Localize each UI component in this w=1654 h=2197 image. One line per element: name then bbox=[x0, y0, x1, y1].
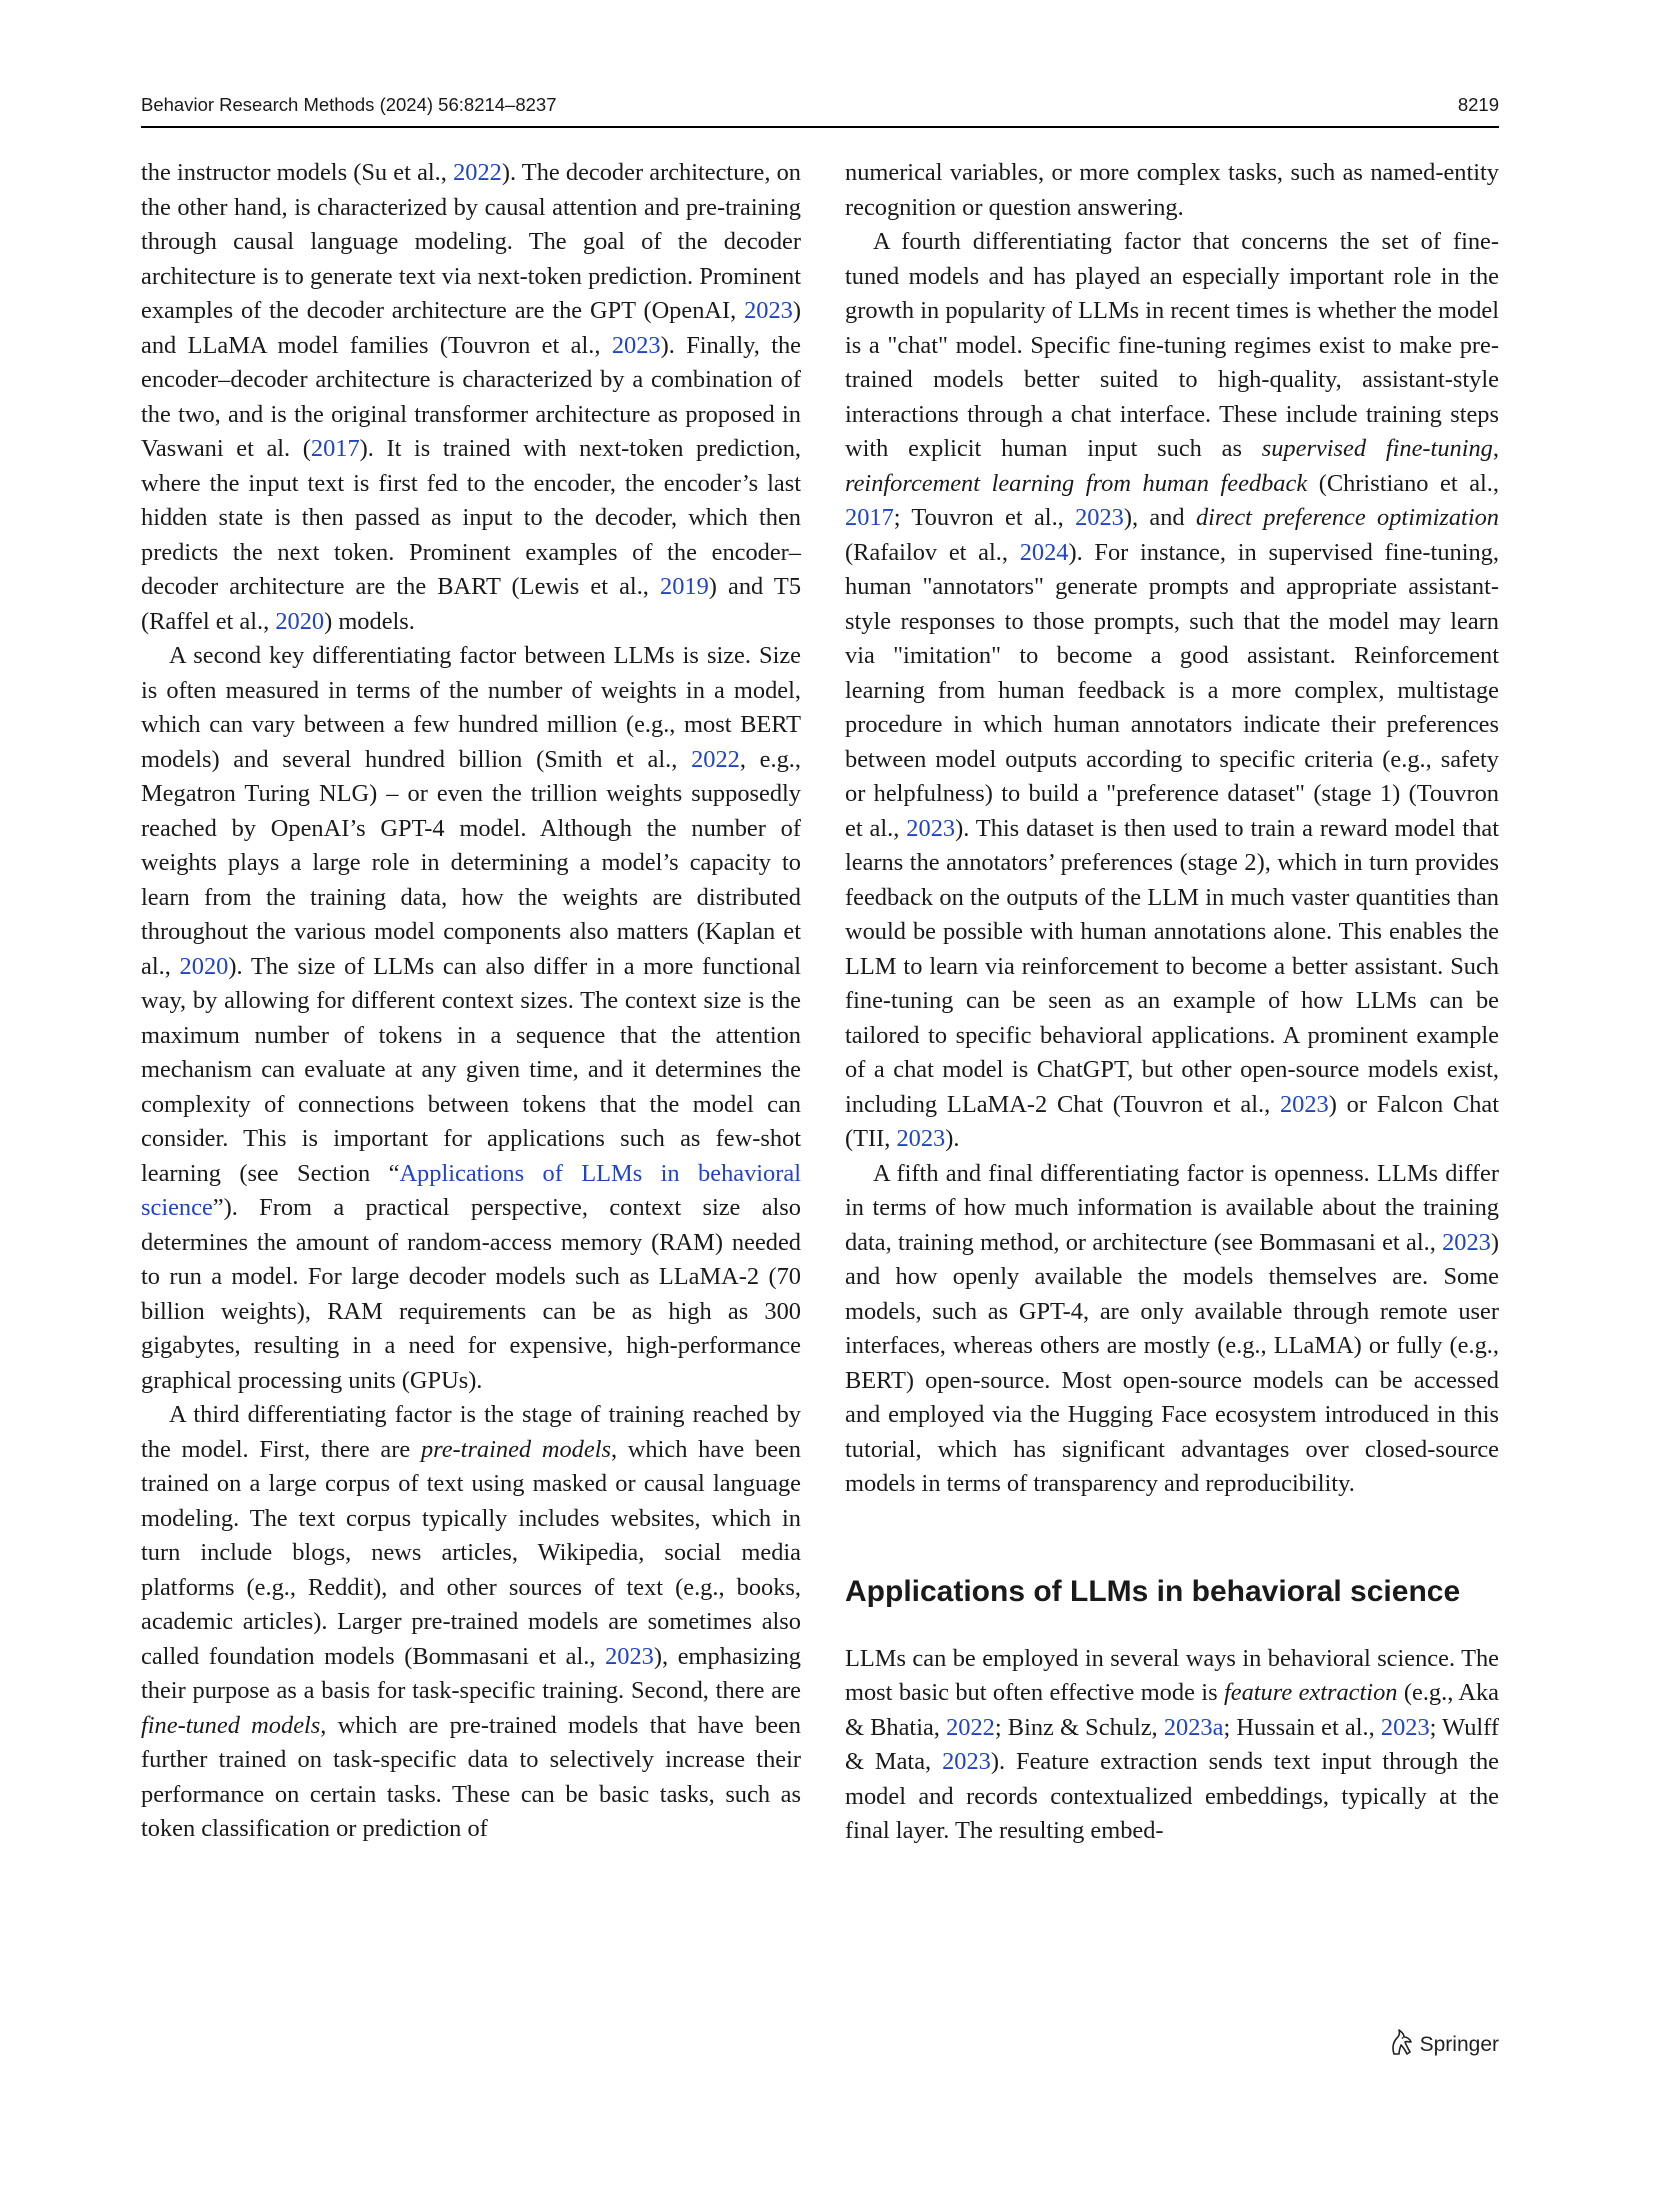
header-rule bbox=[141, 126, 1499, 128]
text: ) and LLaMA model families (Touvron et al., bbox=[141, 297, 801, 359]
text: ). Feature extraction sends text input through the model and records contextualized embeddings, typically at the final layer. The resulting embed- bbox=[845, 1748, 1499, 1844]
citation-link[interactable]: 2023 bbox=[611, 331, 661, 359]
citation-link[interactable]: 2017 bbox=[310, 435, 360, 462]
text: (e.g., Aka & Bhatia, bbox=[845, 1679, 1500, 1741]
text: ). The decoder architecture, on the other hand, is characterized by causal attention and pre-training through causal language modeling. The goal of the decoder architecture is to generate text via next-token prediction. Prominent examples of the decoder architecture are the GPT (OpenAI, bbox=[141, 159, 802, 324]
text: (Christiano et al., bbox=[1307, 469, 1499, 497]
citation-link[interactable]: 2023 bbox=[744, 297, 793, 324]
italic-term: fine-tuned models bbox=[141, 1711, 321, 1739]
citation-link[interactable]: 2023 bbox=[1075, 504, 1124, 531]
text: ) or Falcon Chat (TII, bbox=[845, 1090, 1499, 1152]
paragraph-openness bbox=[845, 1157, 1499, 1502]
text: ; Hussain et al., bbox=[1223, 1713, 1381, 1741]
citation-link[interactable]: 2022 bbox=[946, 1713, 995, 1741]
paragraph-architecture bbox=[141, 156, 801, 639]
right-column bbox=[845, 156, 1499, 1849]
text: ). For instance, in supervised fine-tuning, human "annotators" generate prompts and appropriate assistant-style responses to those prompts, such that the model may learn via "imitation" to become a good assistant. Reinforcement learning from human feedback is a more complex, multistage procedure in which human annotators indicate their preferences between model outputs according to specific criteria (e.g., safety or helpfulness) to build a "preference dataset" (stage 1) (Touvron et al., bbox=[845, 538, 1499, 842]
citation-link[interactable]: 2019 bbox=[660, 573, 709, 600]
section-link[interactable]: Applications of LLMs in behavioral science bbox=[141, 1159, 801, 1221]
text: ; Wulff & Mata, bbox=[845, 1713, 1499, 1775]
text: A fifth and final differentiating factor is openness. LLMs differ in terms of how much information is available about the training data, training method, or architecture (see Bommasani et al., bbox=[845, 1159, 1499, 1256]
paragraph-applications bbox=[845, 1642, 1499, 1849]
text: LLMs can be employed in several ways in behavioral science. The most basic but often effective mode is bbox=[845, 1644, 1499, 1706]
text: , which have been trained on a large corpus of text using masked or causal language modeling. The text corpus typically includes websites, which in turn include blogs, news articles, Wikipedia, social media platforms (e.g., Reddit), and other sources of text (e.g., books, academic articles). Larger pre-trained models are sometimes also called foundation models (Bommasani et al., bbox=[141, 1435, 801, 1670]
text: ; Touvron et al., bbox=[893, 504, 1076, 531]
text: ), and bbox=[1123, 504, 1196, 531]
citation-link[interactable]: 2023 bbox=[1380, 1713, 1430, 1741]
text: (Rafailov et al., bbox=[845, 538, 1020, 566]
citation-link[interactable]: 2023 bbox=[906, 814, 956, 842]
text: ). The size of LLMs can also differ in a more functional way, by allowing for different context sizes. The context size is the maximum number of tokens in a sequence that the attention mechanism can evaluate at any given time, and it determines the complexity of connections between tokens that the model can consider. This is important for applications such as few-shot learning (see Section “ bbox=[141, 952, 801, 1187]
citation-link[interactable]: 2023 bbox=[1279, 1090, 1329, 1118]
page-number: 8219 bbox=[1457, 94, 1499, 115]
springer-horse-icon bbox=[1388, 2028, 1420, 2062]
section-heading: Applications of LLMs in behavioral science bbox=[845, 1574, 1461, 1608]
citation-link[interactable]: 2023 bbox=[605, 1642, 654, 1670]
text: , e.g., Megatron Turing NLG) – or even the trillion weights supposedly reached by OpenAI’s GPT-4 model. Although the number of weights plays a large role in determining a model’s capacity to learn from the training data, how the weights are distributed throughout the various model components also matters (Kaplan et al., bbox=[141, 745, 801, 980]
italic-term: feature extraction bbox=[1223, 1679, 1398, 1706]
text: ), emphasizing their purpose as a basis for task-specific training. Second, there are bbox=[141, 1642, 801, 1704]
text: ) and how openly available the models themselves are. Some models, such as GPT-4, are only available through remote user interfaces, whereas others are mostly (e.g., LLaMA) or fully (e.g., BERT) open-source. Most open-source models can be accessed and employed via the Hugging Face ecosystem introduced in this tutorial, which has significant advantages over closed-source models in terms of transparency and reproducibility. bbox=[845, 1228, 1499, 1497]
paragraph-training-stage bbox=[141, 1398, 801, 1847]
left-column bbox=[141, 156, 801, 1847]
text: A fourth differentiating factor that concerns the set of fine-tuned models and has played an especially important role in the growth in popularity of LLMs in recent times is whether the model is a "chat" model. Specific fine-tuning regimes exist to make pre-trained models better suited to high-quality, assistant-style interactions through a chat interface. These include training steps with explicit human input such as bbox=[845, 228, 1499, 462]
paragraph-continuation bbox=[845, 156, 1499, 225]
text: ) models. bbox=[324, 607, 415, 635]
paragraph-chat-models bbox=[845, 225, 1499, 1157]
text: ). bbox=[945, 1125, 960, 1152]
text: , bbox=[1492, 435, 1499, 462]
paragraph-size bbox=[141, 639, 801, 1398]
italic-term: reinforcement learning from human feedback bbox=[845, 469, 1308, 497]
italic-term: direct preference optimization bbox=[1195, 504, 1499, 531]
journal-citation: Behavior Research Methods (2024) 56:8214–8237 bbox=[141, 94, 557, 115]
text: the instructor models (Su et al., bbox=[141, 159, 454, 186]
citation-link[interactable]: 2023a bbox=[1163, 1713, 1224, 1741]
citation-link[interactable]: 2023 bbox=[942, 1748, 991, 1775]
text: ) and T5 (Raffel et al., bbox=[141, 573, 802, 635]
text: numerical variables, or more complex tasks, such as named-entity recognition or question answering. bbox=[845, 159, 1499, 221]
text: ”). From a practical perspective, context size also determines the amount of random-access memory (RAM) needed to run a model. For large decoder models such as LLaMA-2 (70 billion weights), RAM requirements can be as high as 300 gigabytes, resulting in a need for expensive, high-performance graphical processing units (GPUs). bbox=[141, 1194, 801, 1394]
italic-term: supervised fine-tuning bbox=[1261, 435, 1493, 462]
citation-link[interactable]: 2023 bbox=[1442, 1228, 1491, 1256]
text: A second key differentiating factor between LLMs is size. Size is often measured in terms of the number of weights in a model, which can vary between a few hundred million (e.g., most BERT models) and several hundred billion (Smith et al., bbox=[141, 642, 801, 773]
text: ). This dataset is then used to train a reward model that learns the annotators’ preferences (stage 2), which in turn provides feedback on the outputs of the LLM in much vaster quantities than would be possible with human annotations alone. This enables the LLM to learn via reinforcement to become a better assistant. Such fine-tuning can be seen as an example of how LLMs can be tailored to specific behavioral applications. A prominent example of a chat model is ChatGPT, but other open-source models exist, including LLaMA-2 Chat (Touvron et al., bbox=[845, 814, 1499, 1118]
citation-link[interactable]: 2024 bbox=[1019, 538, 1069, 566]
citation-link[interactable]: 2020 bbox=[275, 607, 325, 635]
citation-link[interactable]: 2023 bbox=[896, 1125, 946, 1152]
text: ; Binz & Schulz, bbox=[994, 1713, 1164, 1741]
citation-link[interactable]: 2022 bbox=[453, 159, 502, 186]
text: ). It is trained with next-token prediction, where the input text is first fed to the encoder, the encoder’s last hidden state is then passed as input to the decoder, which then predicts the next token. Prominent examples of the encoder–decoder architecture are the BART (Lewis et al., bbox=[141, 435, 802, 600]
publisher-name: Springer bbox=[1419, 2033, 1499, 2056]
citation-link[interactable]: 2017 bbox=[845, 504, 894, 531]
running-header bbox=[141, 88, 1499, 128]
citation-link[interactable]: 2020 bbox=[179, 952, 229, 980]
text: ). Finally, the encoder–decoder architecture is characterized by a combination of the two, and is the original transformer architecture as proposed in Vaswani et al. ( bbox=[141, 331, 801, 462]
publisher-footer bbox=[1388, 2029, 1499, 2061]
text: A third differentiating factor is the stage of training reached by the model. First, there are bbox=[141, 1401, 801, 1463]
text: , which are pre-trained models that have been further trained on task-specific data to selectively increase their performance on certain tasks. These can be basic tasks, such as token classification or prediction of bbox=[141, 1711, 801, 1842]
italic-term: pre-trained models bbox=[420, 1435, 611, 1463]
citation-link[interactable]: 2022 bbox=[691, 745, 740, 773]
